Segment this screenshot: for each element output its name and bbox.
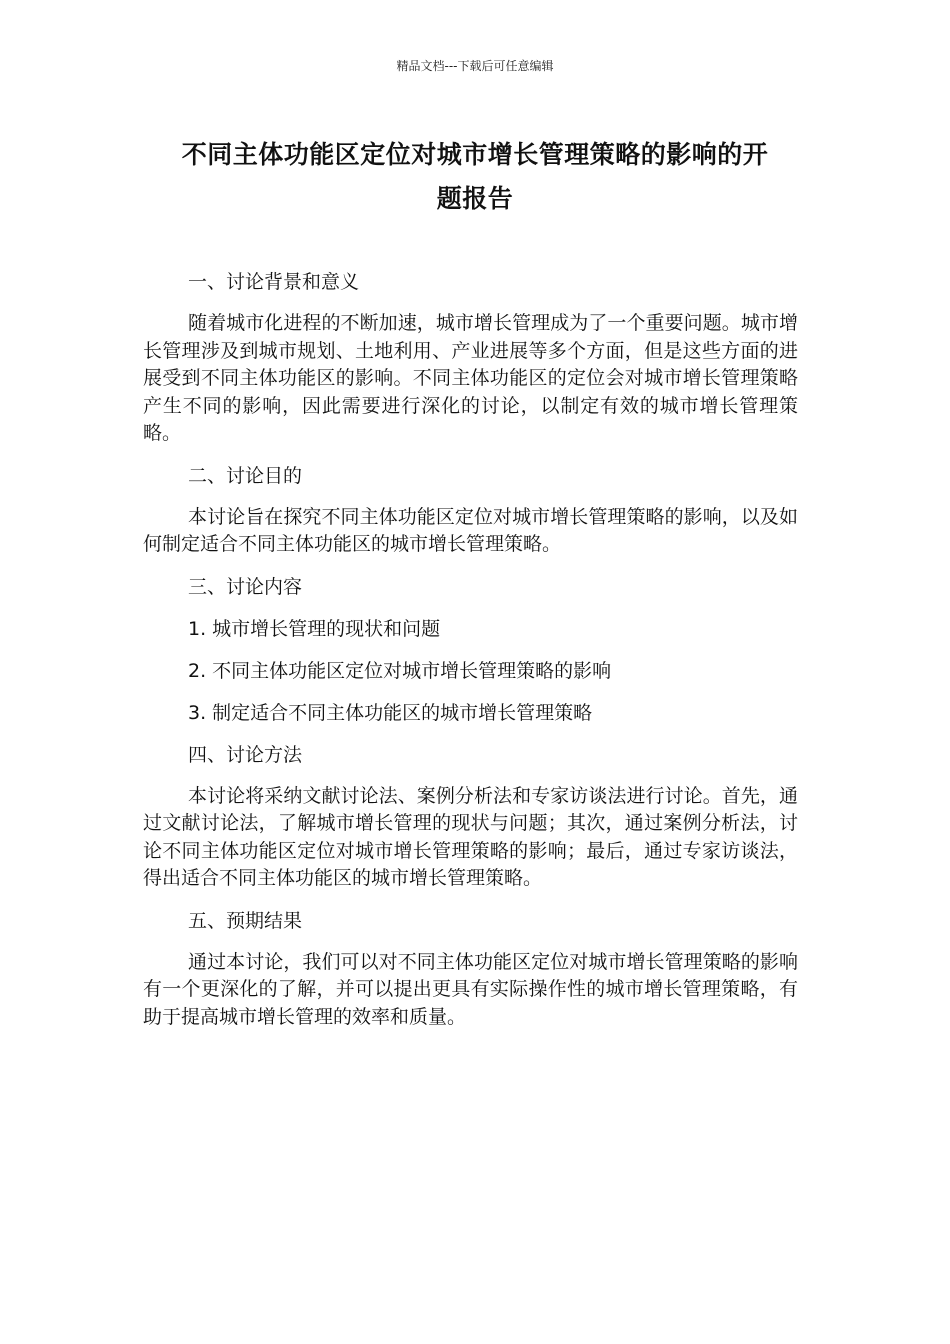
document-title-line-1: 不同主体功能区定位对城市增长管理策略的影响的开 — [181, 140, 769, 169]
section-paragraph-method: 本讨论将采纳文献讨论法、案例分析法和专家访谈法进行讨论。首先，通过文献讨论法，了解城市增长管理的现状与问题；其次，通过案例分析法，讨论不同主体功能区定位对城市增长管理策略的影响；最后，通过专家访谈法，得出适合不同主体功能区的城市增长管理策略。 — [143, 784, 798, 889]
section-heading-method: 四、讨论方法 — [188, 743, 303, 766]
section-heading-purpose: 二、讨论目的 — [188, 464, 303, 487]
section-paragraph-purpose: 本讨论旨在探究不同主体功能区定位对城市增长管理策略的影响，以及如何制定适合不同主体功能区的城市增长管理策略。 — [143, 505, 798, 555]
page-header-note: 精品文档---下载后可任意编辑 — [396, 59, 554, 73]
section-heading-content: 三、讨论内容 — [188, 575, 303, 598]
document-body — [143, 268, 798, 1045]
section-paragraph-expected-results: 通过本讨论，我们可以对不同主体功能区定位对城市增长管理策略的影响有一个更深化的了解，并可以提出更具有实际操作性的城市增长管理策略，有助于提高城市增长管理的效率和质量。 — [143, 950, 798, 1028]
section-heading-expected-results: 五、预期结果 — [188, 909, 303, 932]
content-list-item-2: 2. 不同主体功能区定位对城市增长管理策略的影响 — [188, 659, 612, 682]
content-list-item-1: 1. 城市增长管理的现状和问题 — [188, 617, 441, 640]
content-list-item-3: 3. 制定适合不同主体功能区的城市增长管理策略 — [188, 701, 593, 724]
section-paragraph-background: 随着城市化进程的不断加速，城市增长管理成为了一个重要问题。城市增长管理涉及到城市规划、土地利用、产业进展等多个方面，但是这些方面的进展受到不同主体功能区的影响。不同主体功能区的定位会对城市增长管理策略产生不同的影响，因此需要进行深化的讨论，以制定有效的城市增长管理策略。 — [143, 312, 798, 444]
document-title — [140, 133, 810, 221]
section-heading-background: 一、讨论背景和意义 — [188, 271, 360, 293]
document-title-line-2: 题报告 — [436, 184, 514, 213]
